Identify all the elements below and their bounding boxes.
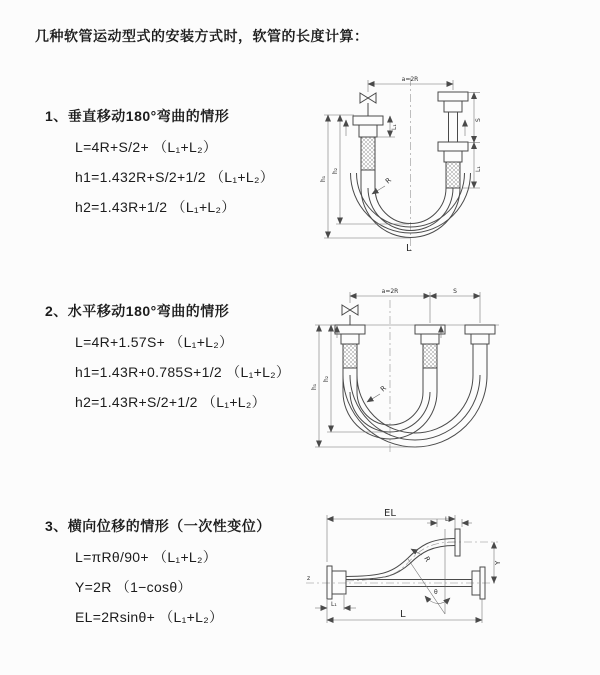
right-pipe-assembly xyxy=(438,92,468,162)
dimension-a2r xyxy=(350,288,480,323)
dimension-y xyxy=(494,542,502,583)
dim-label-s: S xyxy=(453,288,457,295)
l1-top-label: L₁ xyxy=(445,516,451,523)
length-label: L xyxy=(406,243,412,254)
section1-formula-L: L=4R+S/2+ （L₁+L₂） xyxy=(75,139,218,155)
right-braided-hose xyxy=(446,162,460,188)
dim-label-a2r: a=2R xyxy=(381,288,399,295)
angle-theta xyxy=(408,529,450,614)
left-flange xyxy=(327,566,346,599)
section1-heading: 1、垂直移动180°弯曲的情形 xyxy=(45,108,230,124)
left-flange xyxy=(353,116,383,137)
dimension-s xyxy=(462,93,482,189)
theta-label: θ xyxy=(434,589,438,596)
s-label: S xyxy=(475,118,482,122)
pipe1-flange xyxy=(335,325,365,344)
movement-arrows xyxy=(337,326,441,338)
radius-label: R xyxy=(383,176,393,186)
section3-heading: 3、横向位移的情形（一次性变位） xyxy=(45,518,271,534)
l1-left-label: L₁ xyxy=(331,601,337,608)
section1-formula-h2: h2=1.43R+1/2 （L₁+L₂） xyxy=(75,199,236,215)
dimension-el xyxy=(327,508,455,562)
el-label: EL xyxy=(384,508,396,519)
pipe2-braided-hose xyxy=(423,344,437,368)
h2-label: h₂ xyxy=(323,375,330,382)
section2-formula-h1: h1=1.43R+0.785S+1/2 （L₁+L₂） xyxy=(75,364,291,380)
valve-icon xyxy=(342,305,358,325)
radius-label: R xyxy=(422,555,432,564)
dim-label-a2r: a=2R xyxy=(401,76,419,83)
section2-formula-L: L=4R+1.57S+ （L₁+L₂） xyxy=(75,334,234,350)
l1-left-label: L₁ xyxy=(391,124,398,130)
section2-formula-h2: h2=1.43R+S/2+1/2 （L₁+L₂） xyxy=(75,394,266,410)
pipe2-flange xyxy=(415,325,445,344)
section1-formula-h1: h1=1.432R+S/2+1/2 （L₁+L₂） xyxy=(75,169,275,185)
radius-callout xyxy=(367,384,388,402)
section3-formula-L: L=πRθ/90+ （L₁+L₂） xyxy=(75,549,218,565)
hose-curves xyxy=(343,368,487,447)
left-braided-hose xyxy=(361,137,375,170)
axis-mark-label: z xyxy=(307,575,311,582)
h1-label: h₁ xyxy=(311,383,318,390)
h2-label: h₂ xyxy=(332,167,339,174)
pipe1-braided-hose xyxy=(343,344,357,368)
page-title: 几种软管运动型式的安装方式时，软管的长度计算： xyxy=(35,28,369,44)
pipe3-flange xyxy=(465,325,495,375)
radius-label: R xyxy=(378,384,388,394)
movement-arrows xyxy=(346,120,465,136)
y-label: Y xyxy=(494,560,502,565)
diagram-lateral-displacement xyxy=(298,502,600,644)
section3-formula-Y: Y=2R （1−cosθ） xyxy=(75,579,192,595)
dimension-l1-top xyxy=(427,516,472,527)
length-label: L xyxy=(400,609,406,620)
l1-right-label: L₁ xyxy=(475,166,482,172)
diagram-horizontal-180-bend xyxy=(303,282,571,468)
section3-formula-EL: EL=2Rsinθ+ （L₁+L₂） xyxy=(75,609,224,625)
left-hose-neck xyxy=(361,170,375,188)
dimension-l1-left xyxy=(315,595,356,610)
section2-heading: 2、水平移动180°弯曲的情形 xyxy=(45,303,230,319)
dimension-l xyxy=(327,599,482,623)
h1-label: h₁ xyxy=(320,175,327,182)
s-curve-hose xyxy=(346,539,455,582)
diagram-vertical-180-bend xyxy=(310,70,566,266)
valve-icon xyxy=(360,93,376,116)
dimension-h1 xyxy=(311,325,416,447)
upper-flange xyxy=(455,529,460,556)
dimension-l1-left xyxy=(376,116,398,137)
dimension-h1 xyxy=(320,115,410,238)
